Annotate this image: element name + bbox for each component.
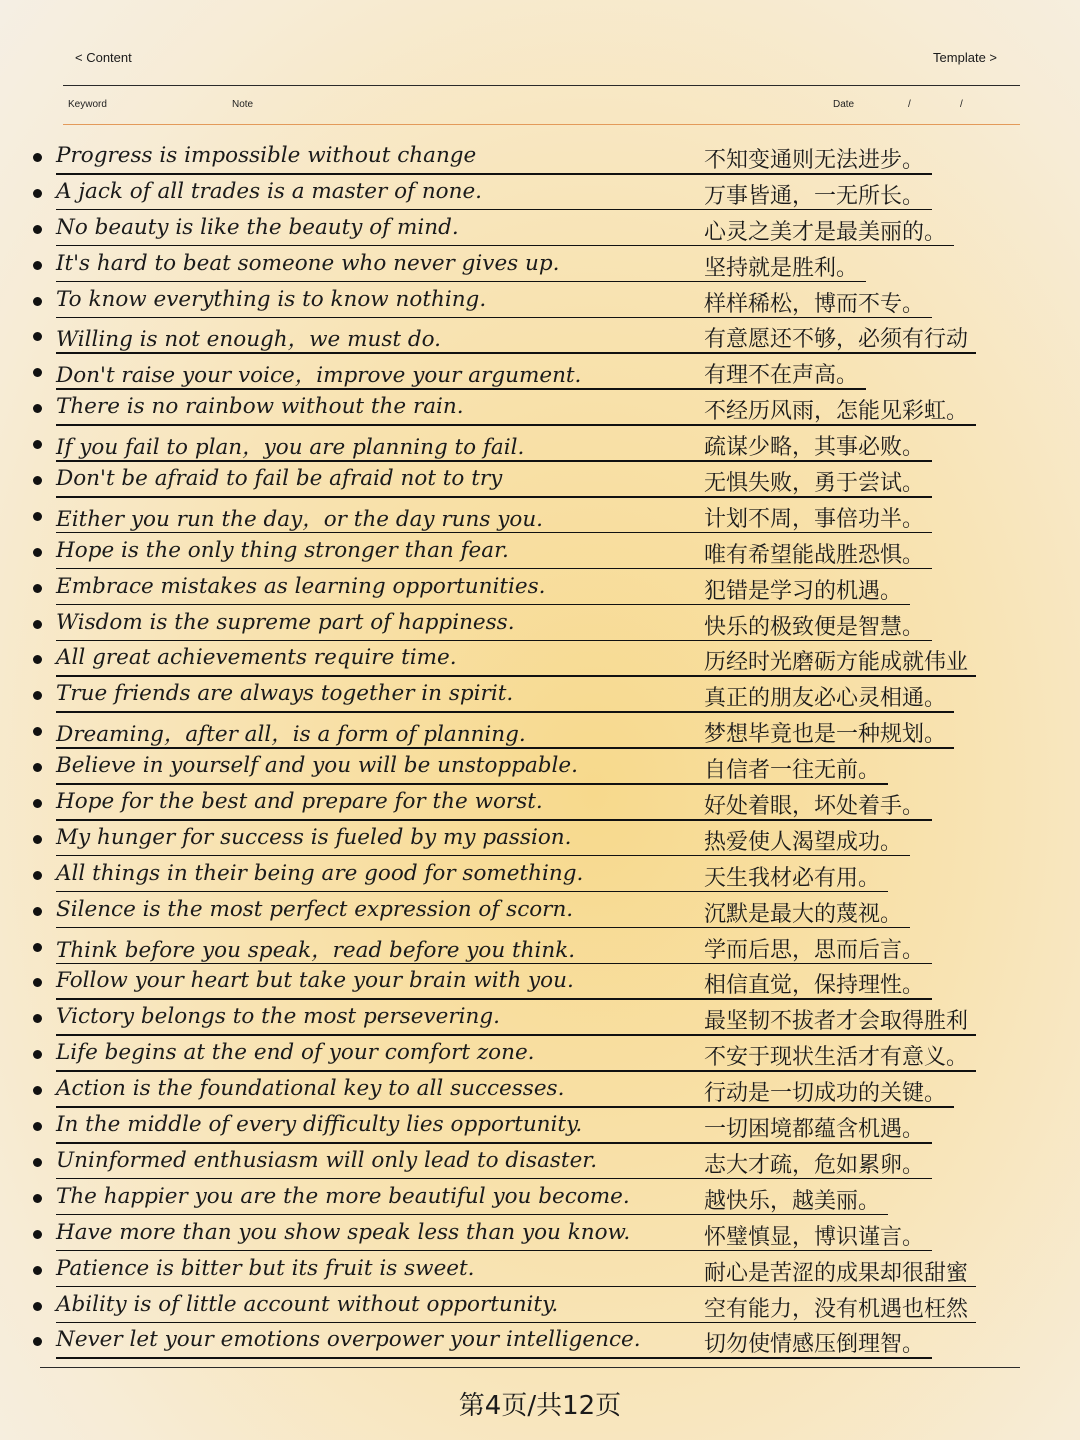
- list-item: [28, 1145, 1058, 1181]
- chinese-translation: 沉默是最大的蔑视。: [704, 901, 903, 927]
- chinese-translation: 一切困境都蕴含机遇。: [704, 1117, 925, 1143]
- list-item: [28, 894, 1058, 930]
- chinese-translation: 样样稀松，博而不专。: [704, 291, 925, 317]
- list-item: [28, 535, 1058, 571]
- bullet-icon: [33, 584, 42, 593]
- english-phrase: My hunger for success is fueled by my passion.: [56, 824, 572, 850]
- chinese-translation: 不经历风雨，怎能见彩虹。: [704, 399, 969, 425]
- list-item: [28, 176, 1058, 212]
- english-phrase: Dreaming，after all，is a form of planning.: [56, 722, 526, 748]
- underline: [56, 783, 888, 785]
- bullet-icon: [33, 763, 42, 772]
- chinese-translation: 万事皆通，一无所长。: [704, 183, 925, 209]
- list-item: [28, 499, 1058, 535]
- template-link[interactable]: Template >: [933, 50, 997, 65]
- bullet-icon: [33, 1014, 42, 1023]
- date-separator-1: /: [908, 99, 911, 110]
- list-item: [28, 1289, 1058, 1325]
- underline: [56, 604, 910, 606]
- bullet-icon: [33, 871, 42, 880]
- english-phrase: Hope for the best and prepare for the worst.: [56, 789, 543, 815]
- bullet-icon: [33, 943, 42, 952]
- bullet-icon: [33, 476, 42, 485]
- underline: [56, 1034, 976, 1036]
- header-rule: [63, 85, 1020, 86]
- list-item: [28, 463, 1058, 499]
- chinese-translation: 梦想毕竟也是一种规划。: [704, 722, 947, 748]
- chinese-translation: 最坚韧不拔者才会取得胜利: [704, 1009, 969, 1035]
- keyword-label: Keyword: [68, 99, 107, 110]
- english-phrase: In the middle of every difficulty lies opportunity.: [56, 1112, 583, 1138]
- chinese-translation: 越快乐，越美丽。: [704, 1188, 881, 1214]
- list-item: [28, 1001, 1058, 1037]
- english-phrase: Action is the foundational key to all successes.: [56, 1076, 565, 1102]
- list-item: [28, 355, 1058, 391]
- english-phrase: The happier you are the more beautiful you become.: [56, 1183, 630, 1209]
- bullet-icon: [33, 978, 42, 987]
- list-item: [28, 930, 1058, 966]
- english-phrase: All things in their being are good for something.: [56, 860, 584, 886]
- english-phrase: It's hard to beat someone who never gives up.: [56, 250, 560, 276]
- underline: [56, 568, 932, 570]
- english-phrase: No beauty is like the beauty of mind.: [56, 214, 459, 240]
- list-item: [28, 1217, 1058, 1253]
- underline: [56, 711, 954, 713]
- chinese-translation: 心灵之美才是最美丽的。: [704, 219, 947, 245]
- chinese-translation: 学而后思，思而后言。: [704, 937, 925, 963]
- chinese-translation: 有意愿还不够，必须有行动: [704, 327, 969, 353]
- list-item: [28, 607, 1058, 643]
- english-phrase: Believe in yourself and you will be unstoppable.: [56, 753, 578, 779]
- underline: [56, 1142, 932, 1144]
- list-item: [28, 750, 1058, 786]
- underline: [56, 245, 954, 247]
- list-item: [28, 822, 1058, 858]
- bullet-icon: [33, 691, 42, 700]
- underline: [56, 963, 932, 965]
- bullet-icon: [33, 1086, 42, 1095]
- list-item: [28, 319, 1058, 355]
- underline: [56, 855, 910, 857]
- bullet-icon: [33, 225, 42, 234]
- english-phrase: Progress is impossible without change: [56, 143, 477, 168]
- underline: [56, 460, 932, 462]
- underline: [56, 209, 932, 211]
- english-phrase: Patience is bitter but its fruit is sweet.: [56, 1255, 475, 1281]
- bullet-icon: [33, 440, 42, 449]
- chinese-translation: 疏谋少略，其事必败。: [704, 435, 925, 461]
- bullet-icon: [33, 620, 42, 629]
- header-orange-rule: [63, 124, 1020, 125]
- chinese-translation: 有理不在声高。: [704, 363, 859, 389]
- underline: [56, 424, 976, 426]
- bullet-icon: [33, 799, 42, 808]
- list-item: [28, 571, 1058, 607]
- underline: [56, 388, 866, 390]
- list-item: [28, 1109, 1058, 1145]
- chinese-translation: 犯错是学习的机遇。: [704, 578, 903, 604]
- header: [0, 0, 1080, 130]
- list-item: [28, 786, 1058, 822]
- bullet-icon: [33, 548, 42, 557]
- list-item: [28, 714, 1058, 750]
- underline: [56, 747, 954, 749]
- underline: [56, 1070, 976, 1072]
- bullet-icon: [33, 512, 42, 521]
- english-phrase: Don't raise your voice，improve your argument.: [56, 363, 582, 389]
- chinese-translation: 热爱使人渴望成功。: [704, 829, 903, 855]
- list-item: [28, 642, 1058, 678]
- chinese-translation: 计划不周，事倍功半。: [704, 506, 925, 532]
- underline: [56, 1214, 888, 1216]
- note-label: Note: [232, 99, 254, 110]
- list-item: [28, 427, 1058, 463]
- underline: [56, 496, 932, 498]
- bullet-icon: [33, 1050, 42, 1059]
- underline: [56, 640, 932, 642]
- english-phrase: All great achievements require time.: [56, 645, 457, 671]
- chinese-translation: 不知变通则无法进步。: [704, 148, 925, 173]
- chinese-translation: 好处着眼，坏处着手。: [704, 794, 925, 820]
- underline: [56, 281, 866, 283]
- english-phrase: Silence is the most perfect expression of scorn.: [56, 896, 574, 922]
- underline: [56, 1322, 976, 1324]
- bullet-icon: [33, 835, 42, 844]
- bullet-icon: [33, 404, 42, 413]
- chinese-translation: 相信直觉，保持理性。: [704, 973, 925, 999]
- bullet-icon: [33, 297, 42, 306]
- english-phrase: Don't be afraid to fail be afraid not to try: [56, 466, 503, 492]
- underline: [56, 1250, 932, 1252]
- chinese-translation: 耐心是苦涩的成果却很甜蜜: [704, 1260, 969, 1286]
- list-item: [28, 678, 1058, 714]
- underline: [56, 1106, 954, 1108]
- bullet-icon: [33, 655, 42, 664]
- chinese-translation: 切勿使情感压倒理智。: [704, 1332, 925, 1358]
- underline: [56, 173, 932, 175]
- bullet-icon: [33, 1194, 42, 1203]
- chinese-translation: 不安于现状生活才有意义。: [704, 1045, 969, 1071]
- bullet-icon: [33, 1337, 42, 1346]
- english-phrase: If you fail to plan，you are planning to fail.: [56, 435, 525, 461]
- chinese-translation: 怀璧慎显，博识谨言。: [704, 1224, 925, 1250]
- chinese-translation: 行动是一切成功的关键。: [704, 1081, 947, 1107]
- list-item: [28, 1037, 1058, 1073]
- list-item: [28, 284, 1058, 320]
- list-item: [28, 1324, 1058, 1360]
- page-number: 第4页/共12页: [458, 1391, 622, 1421]
- list-item: [28, 140, 1058, 176]
- bullet-icon: [33, 907, 42, 916]
- list-item: [28, 248, 1058, 284]
- english-phrase: To know everything is to know nothing.: [56, 286, 487, 312]
- list-item: [28, 391, 1058, 427]
- chinese-translation: 志大才疏，危如累卵。: [704, 1152, 925, 1178]
- bullet-icon: [33, 189, 42, 198]
- english-phrase: Life begins at the end of your comfort zone.: [56, 1040, 535, 1066]
- english-phrase: Never let your emotions overpower your intelligence.: [56, 1327, 641, 1353]
- bullet-icon: [33, 1158, 42, 1167]
- content-back-link[interactable]: < Content: [75, 50, 132, 65]
- chinese-translation: 坚持就是胜利。: [704, 255, 859, 281]
- underline: [56, 927, 910, 929]
- chinese-translation: 唯有希望能战胜恐惧。: [704, 542, 925, 568]
- english-phrase: Willing is not enough，we must do.: [56, 327, 442, 353]
- english-phrase: Uninformed enthusiasm will only lead to disaster.: [56, 1147, 598, 1173]
- bullet-icon: [33, 332, 42, 341]
- bullet-icon: [33, 1230, 42, 1239]
- list-item: [28, 1253, 1058, 1289]
- footer-rule: [40, 1367, 1020, 1368]
- underline: [56, 891, 888, 893]
- english-phrase: Think before you speak，read before you think.: [56, 937, 576, 963]
- underline: [56, 352, 976, 354]
- english-phrase: Victory belongs to the most persevering.: [56, 1004, 500, 1030]
- date-label: Date: [833, 99, 855, 110]
- bullet-icon: [33, 261, 42, 270]
- chinese-translation: 真正的朋友必心灵相通。: [704, 686, 947, 712]
- chinese-translation: 空有能力，没有机遇也枉然: [704, 1296, 969, 1322]
- english-phrase: Hope is the only thing stronger than fear.: [56, 537, 509, 563]
- english-phrase: There is no rainbow without the rain.: [56, 394, 464, 420]
- list-item: [28, 212, 1058, 248]
- underline: [56, 1178, 932, 1180]
- bullet-icon: [33, 1122, 42, 1131]
- list-item: [28, 965, 1058, 1001]
- english-phrase: Either you run the day，or the day runs you.: [56, 506, 544, 532]
- underline: [56, 532, 932, 534]
- underline: [56, 317, 932, 319]
- bullet-icon: [33, 1266, 42, 1275]
- english-phrase: Wisdom is the supreme part of happiness.: [56, 609, 515, 635]
- list-item: [28, 1181, 1058, 1217]
- underline: [56, 998, 932, 1000]
- bullet-icon: [33, 727, 42, 736]
- underline: [56, 675, 976, 677]
- english-phrase: Ability is of little account without opportunity.: [56, 1291, 559, 1317]
- underline: [56, 1286, 976, 1288]
- bullet-icon: [33, 368, 42, 377]
- chinese-translation: 快乐的极致便是智慧。: [704, 614, 925, 640]
- english-phrase: A jack of all trades is a master of none.: [56, 178, 483, 204]
- bullet-icon: [33, 1302, 42, 1311]
- english-phrase: Have more than you show speak less than you know.: [56, 1219, 631, 1245]
- english-phrase: True friends are always together in spirit.: [56, 681, 514, 707]
- date-separator-2: /: [960, 99, 963, 110]
- underline: [56, 819, 932, 821]
- list-item: [28, 858, 1058, 894]
- chinese-translation: 无惧失败，勇于尝试。: [704, 471, 925, 497]
- bullet-icon: [33, 153, 42, 162]
- list-item: [28, 1073, 1058, 1109]
- chinese-translation: 历经时光磨砺方能成就伟业: [704, 650, 969, 676]
- chinese-translation: 天生我材必有用。: [704, 865, 881, 891]
- notes-list: [28, 140, 1058, 1360]
- english-phrase: Embrace mistakes as learning opportunities.: [56, 573, 546, 599]
- english-phrase: Follow your heart but take your brain with you.: [56, 968, 574, 994]
- underline: [56, 1357, 932, 1359]
- chinese-translation: 自信者一往无前。: [704, 758, 881, 784]
